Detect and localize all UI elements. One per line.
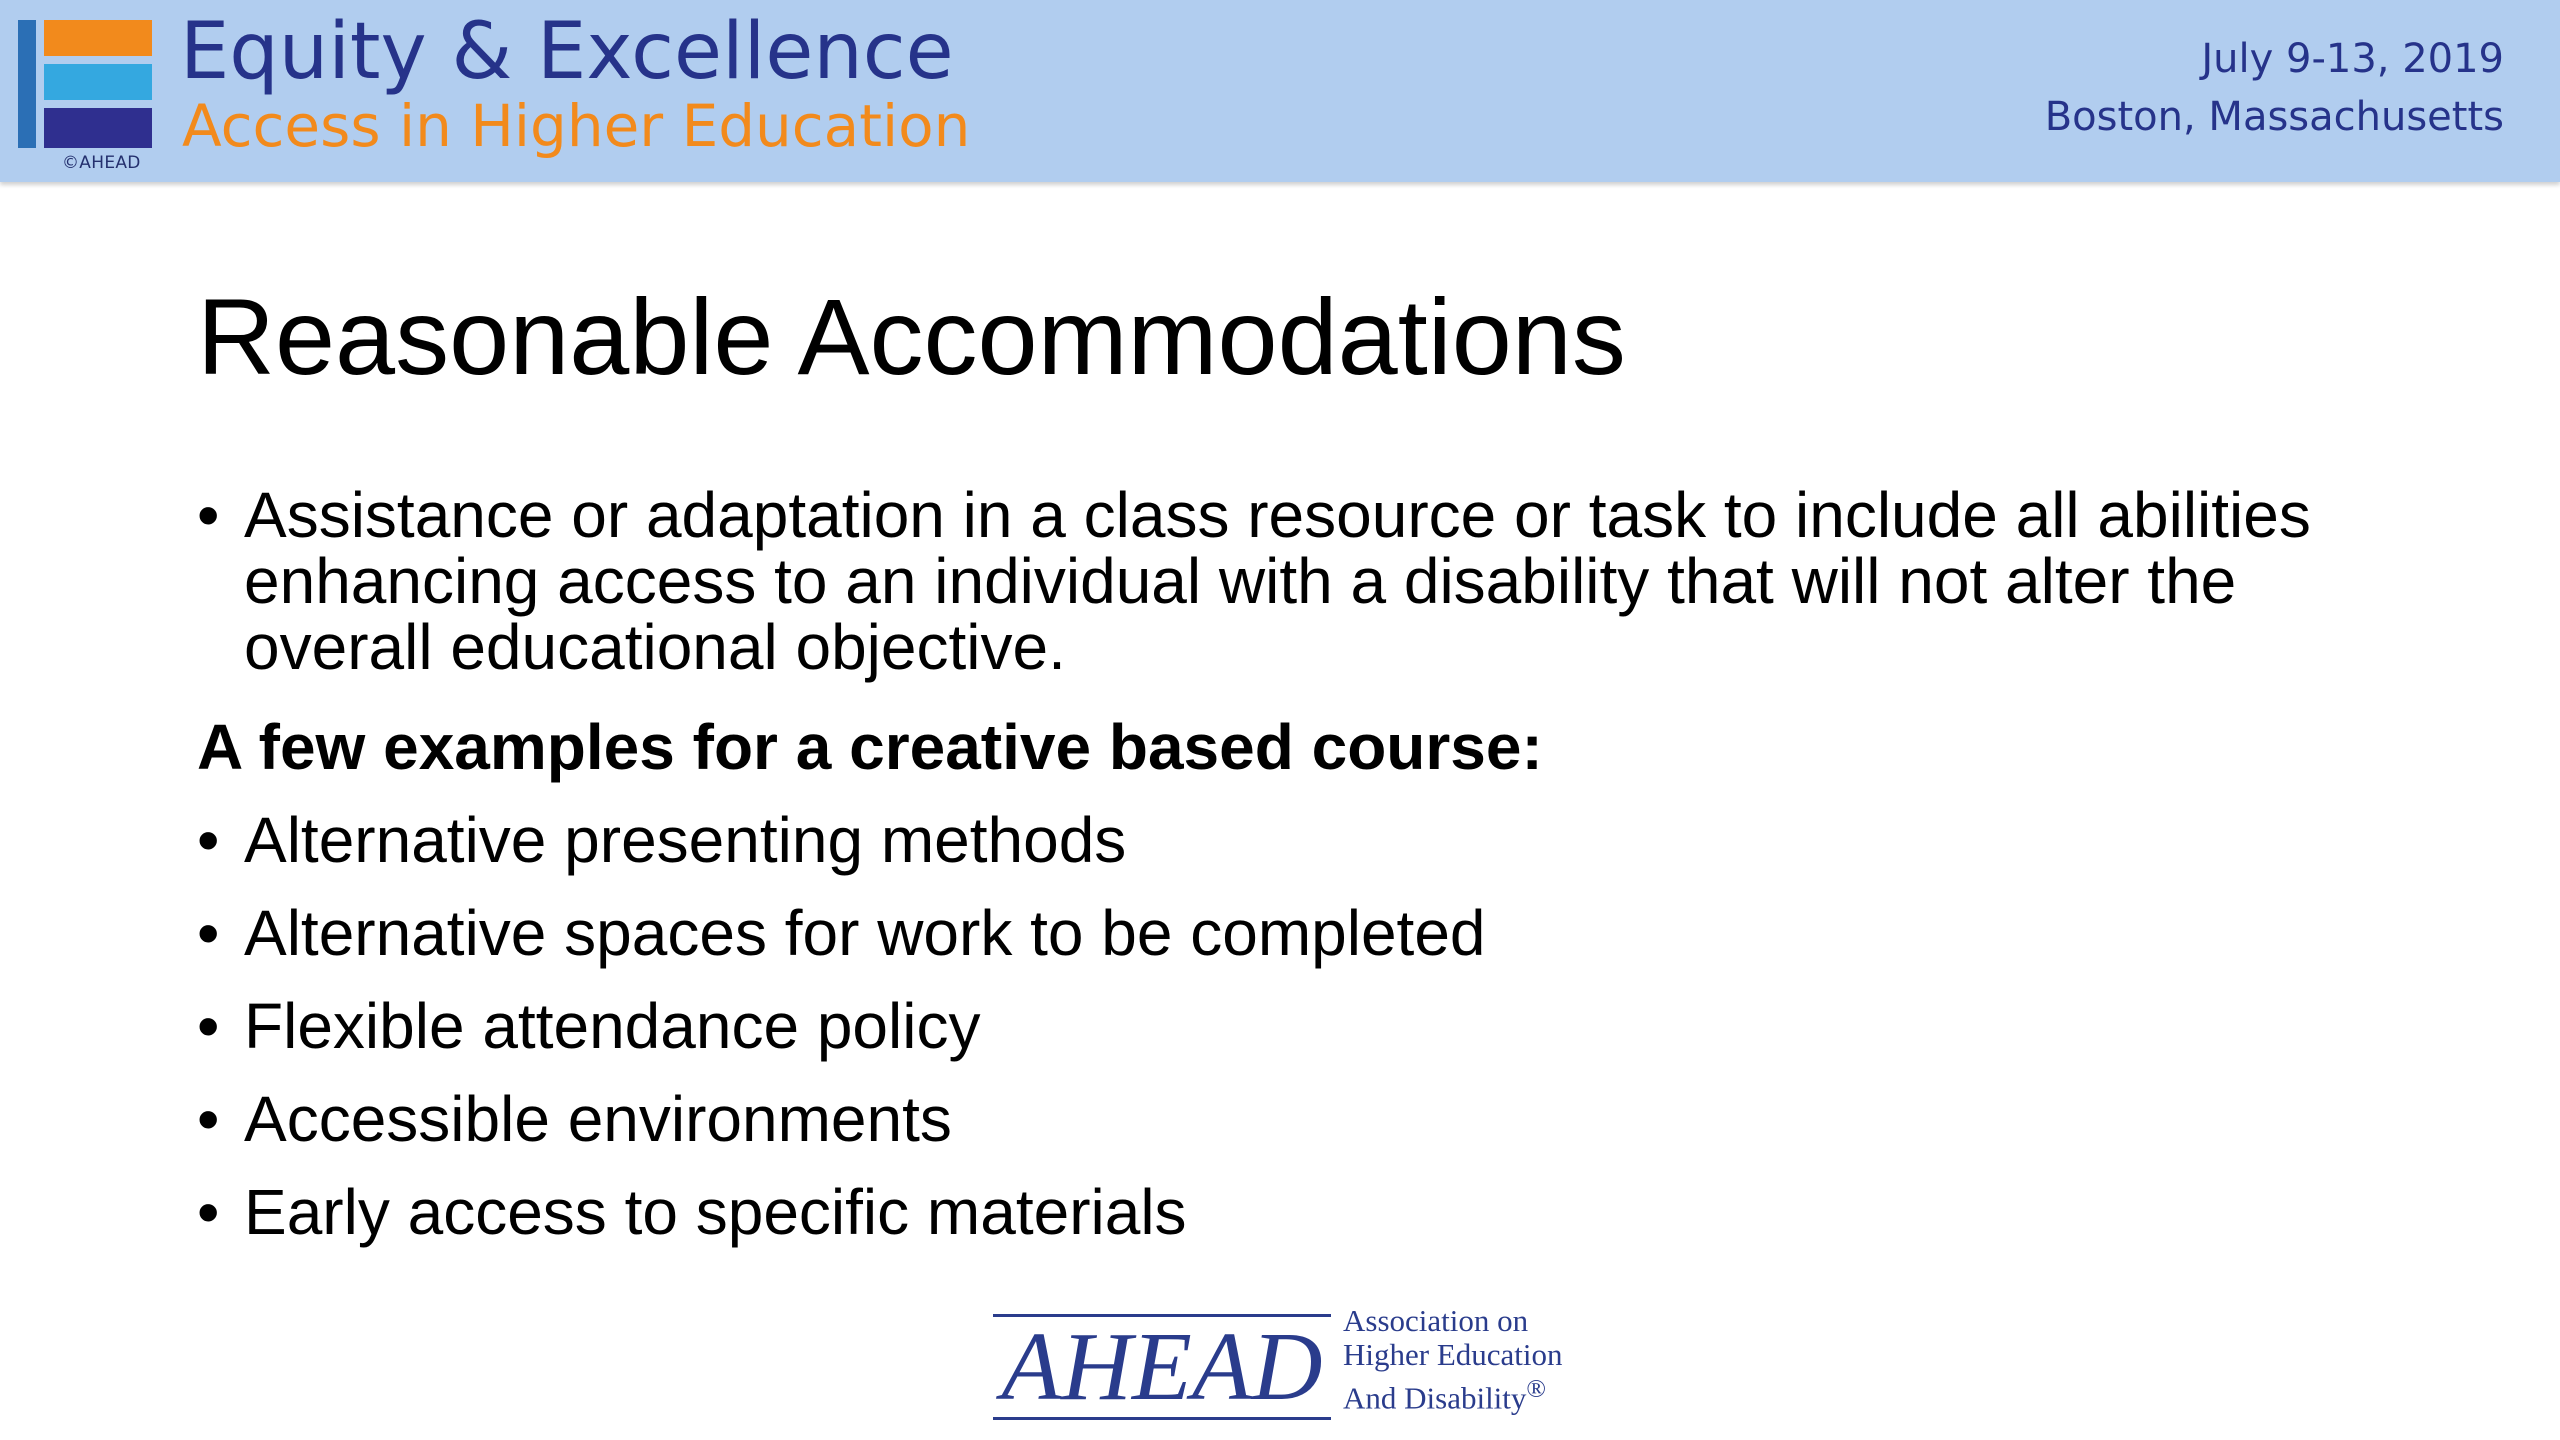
list-item xyxy=(197,1083,2347,1155)
header-banner xyxy=(0,0,2560,182)
bullet-icon: • xyxy=(197,990,220,1062)
bullet-icon: • xyxy=(197,897,220,969)
list-item xyxy=(197,990,2347,1062)
ahead-footer-logo xyxy=(993,1302,1573,1422)
list-item-text: Early access to specific materials xyxy=(244,1176,1187,1248)
conference-subtitle: Access in Higher Education xyxy=(182,92,971,160)
registered-mark: ® xyxy=(1526,1374,1547,1403)
event-location: Boston, Massachusetts xyxy=(2044,94,2504,140)
list-item-text: Accessible environments xyxy=(244,1083,952,1155)
slide-content xyxy=(197,479,2347,1272)
slide-title: Reasonable Accommodations xyxy=(197,276,1626,397)
bullet-icon: • xyxy=(197,804,220,876)
bullet-icon: • xyxy=(197,1176,220,1248)
list-item xyxy=(197,1176,2347,1248)
bullet-icon: • xyxy=(197,1083,220,1155)
list-item xyxy=(197,804,2347,876)
list-item-text: Alternative spaces for work to be completed xyxy=(244,897,1486,969)
examples-list xyxy=(197,804,2347,1248)
definition-bullet xyxy=(197,479,2347,683)
copyright-label: ©AHEAD xyxy=(62,153,141,173)
tagline-line-2: Higher Education xyxy=(1343,1337,1563,1372)
tagline-line-3 xyxy=(1343,1372,1563,1415)
ahead-stacked-bars-logo-icon xyxy=(18,20,152,148)
examples-heading: A few examples for a creative based course: xyxy=(197,711,1543,783)
event-date: July 9-13, 2019 xyxy=(2201,36,2504,82)
bullet-icon: • xyxy=(197,479,220,551)
tagline-line-1: Association on xyxy=(1343,1303,1529,1338)
list-item-text: Alternative presenting methods xyxy=(244,804,1127,876)
ahead-tagline xyxy=(1343,1304,1563,1415)
list-item xyxy=(197,897,2347,969)
conference-title: Equity & Excellence xyxy=(180,7,954,97)
tagline-line-3-text: And Disability xyxy=(1343,1380,1527,1416)
list-item-text: Flexible attendance policy xyxy=(244,990,981,1062)
definition-text: Assistance or adaptation in a class resource or task to include all abilities enhancing access to an individual with a disability that will not alter the overall educational objective. xyxy=(244,479,2311,683)
event-info xyxy=(2045,30,2504,146)
ahead-wordmark: AHEAD xyxy=(993,1314,1331,1420)
